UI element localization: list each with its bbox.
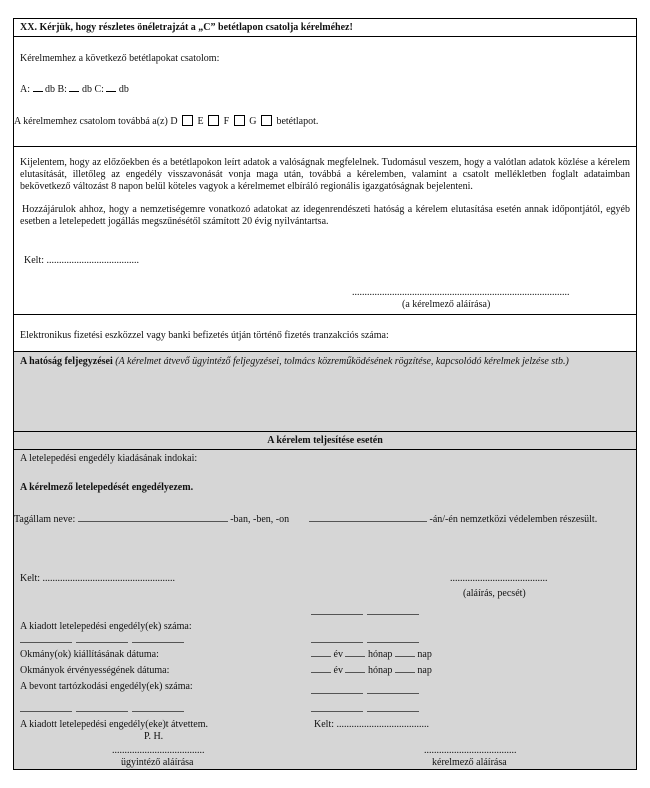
authority-label: A hatóság feljegyzései: [20, 356, 113, 367]
count-b-label: B:: [57, 84, 67, 95]
permit-number-field-1[interactable]: [311, 614, 363, 615]
day-label: nap: [417, 649, 432, 660]
count-c-field[interactable]: [106, 91, 116, 92]
month-label: hónap: [367, 649, 393, 660]
label-g: G: [249, 116, 257, 127]
payment-label: Elektronikus fizetési eszközzel vagy banki befizetés útján történő fizetés tranzakciós száma:: [20, 330, 389, 341]
permit-reasons: A letelepedési engedély kiadásának indokai:: [20, 453, 198, 464]
attachment-counts: [20, 84, 129, 95]
permit-number-field-6[interactable]: [311, 642, 363, 643]
residence-permit-field-5[interactable]: [132, 711, 184, 712]
attachments-section: [14, 37, 636, 147]
protection-row: [309, 514, 597, 525]
doc-validity-label: Okmányok érvényességének dátuma:: [20, 665, 170, 676]
further-suffix: betétlapot.: [276, 116, 319, 127]
year-label: év: [333, 665, 343, 676]
residence-permit-field-2[interactable]: [367, 693, 419, 694]
further-attachments: [14, 115, 318, 127]
ph-mark: P. H.: [144, 731, 164, 742]
permit-number-field-3[interactable]: [20, 642, 72, 643]
payment-section: [14, 315, 636, 352]
count-c-unit: db: [118, 84, 129, 95]
fulfilment-header: A kérelem teljesítése esetén: [267, 435, 383, 446]
declaration-date[interactable]: Kelt: .....................................: [24, 255, 139, 266]
fulfilment-header-section: [14, 432, 636, 450]
checkbox-f[interactable]: [234, 115, 245, 126]
checkbox-e[interactable]: [208, 115, 219, 126]
residence-permit-field-6[interactable]: [311, 711, 363, 712]
count-a-label: A:: [20, 84, 30, 95]
declaration-paragraph-1: Kijelentem, hogy az előzőekben és a betétlapokon leírt adatok a valóságnak megfelelnek. Tudomásul veszem, hogy a valótlan adatok közlése a kérelem elutasítását, illetőleg az engedély visszavonását vonja maga után, továbbá a kérelemben, valamint a csatolt mellékletben foglalt adataimban bekövetkező változást 8 napon belül köteles vagyok a kérelmemet elbíráló regionális igazgatóságnak bejelenteni.: [20, 157, 630, 192]
year-label: év: [333, 649, 343, 660]
authority-signature-line[interactable]: .......................................: [450, 573, 548, 584]
protection-state-field[interactable]: [309, 521, 427, 522]
state-name-field[interactable]: [78, 521, 228, 522]
count-a-unit: db: [45, 84, 55, 95]
receipt-date[interactable]: Kelt: .....................................: [314, 719, 429, 730]
permit-approved: A kérelmező letelepedését engedélyezem.: [20, 482, 194, 493]
applicant-signature-label: (a kérelmező aláírása): [402, 299, 491, 310]
permit-number-field-5[interactable]: [132, 642, 184, 643]
residence-permit-field-3[interactable]: [20, 711, 72, 712]
state-label: Tagállam neve:: [14, 514, 76, 525]
officer-signature-label: ügyintéző aláírása: [121, 757, 194, 768]
count-b-field[interactable]: [69, 91, 79, 92]
label-f: F: [223, 116, 230, 127]
authority-note: (A kérelmet átvevő ügyintéző feljegyzései, tolmács közreműködésének rögzítése, kapcsolódó kérelmek jelzése stb.): [115, 356, 569, 367]
permit-received: A kiadott letelepedési engedély(eke)t átvettem.: [20, 719, 208, 730]
residence-permit-field-1[interactable]: [311, 693, 363, 694]
residence-permit-label: A bevont tartózkodási engedély(ek) száma:: [20, 681, 193, 692]
label-e: E: [197, 116, 204, 127]
protection-suffix: -án/-én nemzetközi védelemben részesült.: [429, 514, 598, 525]
day-label: nap: [417, 665, 432, 676]
permit-number-field-7[interactable]: [367, 642, 419, 643]
permit-number-field-4[interactable]: [76, 642, 128, 643]
checkbox-g[interactable]: [261, 115, 272, 126]
doc-validity-date[interactable]: [311, 665, 432, 676]
state-suffix: -ban, -ben, -on: [230, 514, 290, 525]
authority-notes: [20, 356, 630, 367]
checkbox-d[interactable]: [182, 115, 193, 126]
permit-number-field-2[interactable]: [367, 614, 419, 615]
doc-issue-label: Okmány(ok) kiállításának dátuma:: [20, 649, 159, 660]
state-row: [14, 514, 289, 525]
residence-permit-field-7[interactable]: [367, 711, 419, 712]
month-label: hónap: [367, 665, 393, 676]
applicant-signature-line-2[interactable]: .....................................: [424, 745, 517, 756]
residence-permit-field-4[interactable]: [76, 711, 128, 712]
fulfilment-section: [14, 450, 636, 769]
count-c-label: C:: [94, 84, 104, 95]
application-form: [13, 18, 637, 770]
applicant-signature-line[interactable]: .......................................................................................: [352, 287, 570, 298]
authority-section: [14, 352, 636, 432]
authority-signature-label: (aláírás, pecsét): [463, 588, 526, 599]
title-section: [14, 19, 636, 37]
officer-signature-line[interactable]: .....................................: [112, 745, 205, 756]
doc-issue-date[interactable]: [311, 649, 432, 660]
count-a-field[interactable]: [33, 91, 43, 92]
declaration-section: [14, 147, 636, 315]
permit-number-label: A kiadott letelepedési engedély(ek) száma:: [20, 621, 192, 632]
count-b-unit: db: [81, 84, 92, 95]
section-title: XX. Kérjük, hogy részletes önéletrajzát a „C” betétlapon csatolja kérelméhez!: [20, 22, 353, 33]
further-prefix: A kérelmemhez csatolom továbbá a(z) D: [14, 116, 178, 127]
declaration-paragraph-2: Hozzájárulok ahhoz, hogy a nemzetiségemre vonatkozó adatokat az idegenrendészeti hatóság a kérelem elutasítása esetén annak időpontjától, egyéb esetben a letelepedett jogállás megszűnésétől számított 20 évig nyilvántartsa.: [20, 204, 630, 227]
attachments-intro: Kérelmemhez a következő betétlapokat csatolom:: [20, 53, 220, 64]
approval-date[interactable]: Kelt: .....................................................: [20, 573, 175, 584]
applicant-signature-label-2: kérelmező aláírása: [432, 757, 507, 768]
